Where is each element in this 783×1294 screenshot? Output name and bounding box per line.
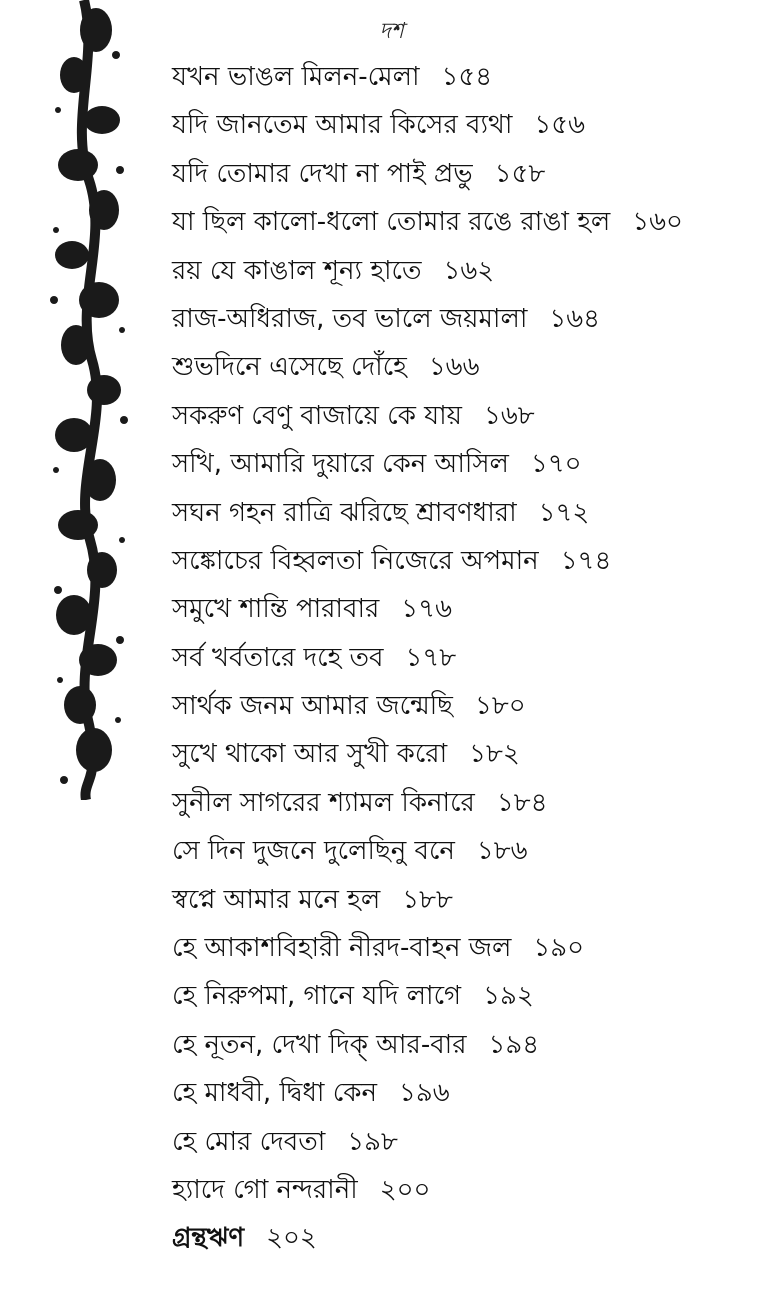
toc-entry-page: ১৬৬ bbox=[428, 352, 480, 383]
toc-entry-page: ১৬২ bbox=[443, 255, 495, 286]
toc-entry-title: স্বপ্নে আমার মনে হল bbox=[172, 884, 381, 915]
toc-entry-title: হে আকাশবিহারী নীরদ-বাহন জল bbox=[172, 933, 512, 964]
toc-entry-page: ১৯৪ bbox=[488, 1029, 540, 1060]
toc-entry bbox=[172, 299, 772, 347]
toc-entry-title: সমুখে শান্তি পারাবার bbox=[172, 594, 380, 625]
toc-entry-title: রয় যে কাঙাল শূন্য হাতে bbox=[172, 255, 422, 286]
toc-entry-title: হে নিরুপমা, গানে যদি লাগে bbox=[172, 981, 462, 1012]
toc-entry-title: শুভদিনে এসেছে দোঁহে bbox=[172, 352, 407, 383]
toc-entry bbox=[172, 541, 772, 589]
toc-entry-page: ১৯৮ bbox=[347, 1126, 398, 1157]
toc-entry-title: সুনীল সাগরের শ্যামল কিনারে bbox=[172, 787, 475, 818]
toc-entry bbox=[172, 251, 772, 299]
toc-entry bbox=[172, 589, 772, 637]
toc-entry-title: গ্রন্থঋণ bbox=[172, 1223, 245, 1254]
toc-entry-page: ১৬৮ bbox=[483, 400, 535, 431]
toc-entry-page: ১৮০ bbox=[474, 691, 526, 722]
toc-entry bbox=[172, 347, 772, 395]
toc-entry-page: ২০২ bbox=[266, 1223, 317, 1254]
toc-entry-page: ২০০ bbox=[379, 1174, 431, 1205]
toc-entry bbox=[172, 1122, 772, 1170]
toc-entry bbox=[172, 976, 772, 1024]
toc-entry-title: সে দিন দুজনে দুলেছিনু বনে bbox=[172, 836, 455, 867]
toc-entry-page: ১৭২ bbox=[538, 497, 590, 528]
toc-entry bbox=[172, 202, 772, 250]
toc-entry-page: ১৫৮ bbox=[494, 158, 546, 189]
toc-entry bbox=[172, 1073, 772, 1121]
toc-entry-page: ১৮৪ bbox=[496, 787, 548, 818]
toc-entry bbox=[172, 105, 772, 153]
toc-entry-page: ১৯২ bbox=[483, 981, 534, 1012]
toc-entry-page: ১৮৮ bbox=[402, 884, 453, 915]
toc-entry-page: ১৯০ bbox=[533, 933, 585, 964]
toc-entry bbox=[172, 1170, 772, 1218]
toc-entry bbox=[172, 396, 772, 444]
toc-entry bbox=[172, 831, 772, 879]
floral-border-icon bbox=[44, 0, 134, 800]
toc-entry-page: ১৮৬ bbox=[476, 836, 528, 867]
toc-entry-title: হে নূতন, দেখা দিক্ আর-বার bbox=[172, 1029, 467, 1060]
toc-entry-title: সুখে থাকো আর সুখী করো bbox=[172, 739, 448, 770]
toc-entry-title: সার্থক জনম আমার জন্মেছি bbox=[172, 691, 453, 722]
toc-entry-page: ১৫৬ bbox=[534, 110, 586, 141]
toc-entry-title: যদি তোমার দেখা না পাই প্রভু bbox=[172, 158, 473, 189]
toc-entry bbox=[172, 686, 772, 734]
toc-entry-page: ১৬০ bbox=[632, 207, 683, 238]
page-number: দশ bbox=[379, 19, 404, 44]
toc-entry bbox=[172, 638, 772, 686]
toc-entry-title: হে মোর দেবতা bbox=[172, 1126, 326, 1157]
toc-entry-title: সকরুণ বেণু বাজায়ে কে যায় bbox=[172, 400, 462, 431]
toc-entry-title: সখি, আমারি দুয়ারে কেন আসিল bbox=[172, 449, 509, 480]
toc-entry-title: যা ছিল কালো-ধলো তোমার রঙে রাঙা হল bbox=[172, 207, 611, 238]
toc-entry-title: রাজ-অধিরাজ, তব ভালে জয়মালা bbox=[172, 303, 528, 334]
table-of-contents bbox=[172, 57, 772, 1267]
toc-entry bbox=[172, 734, 772, 782]
toc-entry-page: ১৬৪ bbox=[549, 303, 601, 334]
toc-entry bbox=[172, 1218, 772, 1266]
toc-entry-page: ১৭৬ bbox=[401, 594, 452, 625]
toc-entry-page: ১৯৬ bbox=[398, 1078, 450, 1109]
toc-entry-title: সর্ব খর্বতারে দহে তব bbox=[172, 642, 384, 673]
toc-entry bbox=[172, 493, 772, 541]
toc-entry-title: হে মাধবী, দ্বিধা কেন bbox=[172, 1078, 377, 1109]
toc-entry-title: সঘন গহন রাত্রি ঝরিছে শ্রাবণধারা bbox=[172, 497, 517, 528]
toc-entry-title: সঙ্কোচের বিহ্বলতা নিজেরে অপমান bbox=[172, 545, 539, 576]
toc-entry bbox=[172, 57, 772, 105]
toc-entry bbox=[172, 154, 772, 202]
toc-entry-page: ১৭০ bbox=[530, 449, 582, 480]
toc-entry-page: ১৮২ bbox=[469, 739, 520, 770]
toc-entry-title: যখন ভাঙল মিলন-মেলা bbox=[172, 62, 420, 92]
toc-entry bbox=[172, 928, 772, 976]
toc-entry bbox=[172, 783, 772, 831]
toc-entry-page: ১৫৪ bbox=[441, 62, 493, 92]
toc-entry bbox=[172, 880, 772, 928]
toc-entry-page: ১৭৮ bbox=[405, 642, 457, 673]
toc-entry-page: ১৭৪ bbox=[560, 545, 612, 576]
toc-entry bbox=[172, 1025, 772, 1073]
toc-entry-title: যদি জানতেম আমার কিসের ব্যথা bbox=[172, 110, 513, 141]
toc-entry-title: হ্যাদে গো নন্দরানী bbox=[172, 1174, 358, 1205]
toc-entry bbox=[172, 444, 772, 492]
